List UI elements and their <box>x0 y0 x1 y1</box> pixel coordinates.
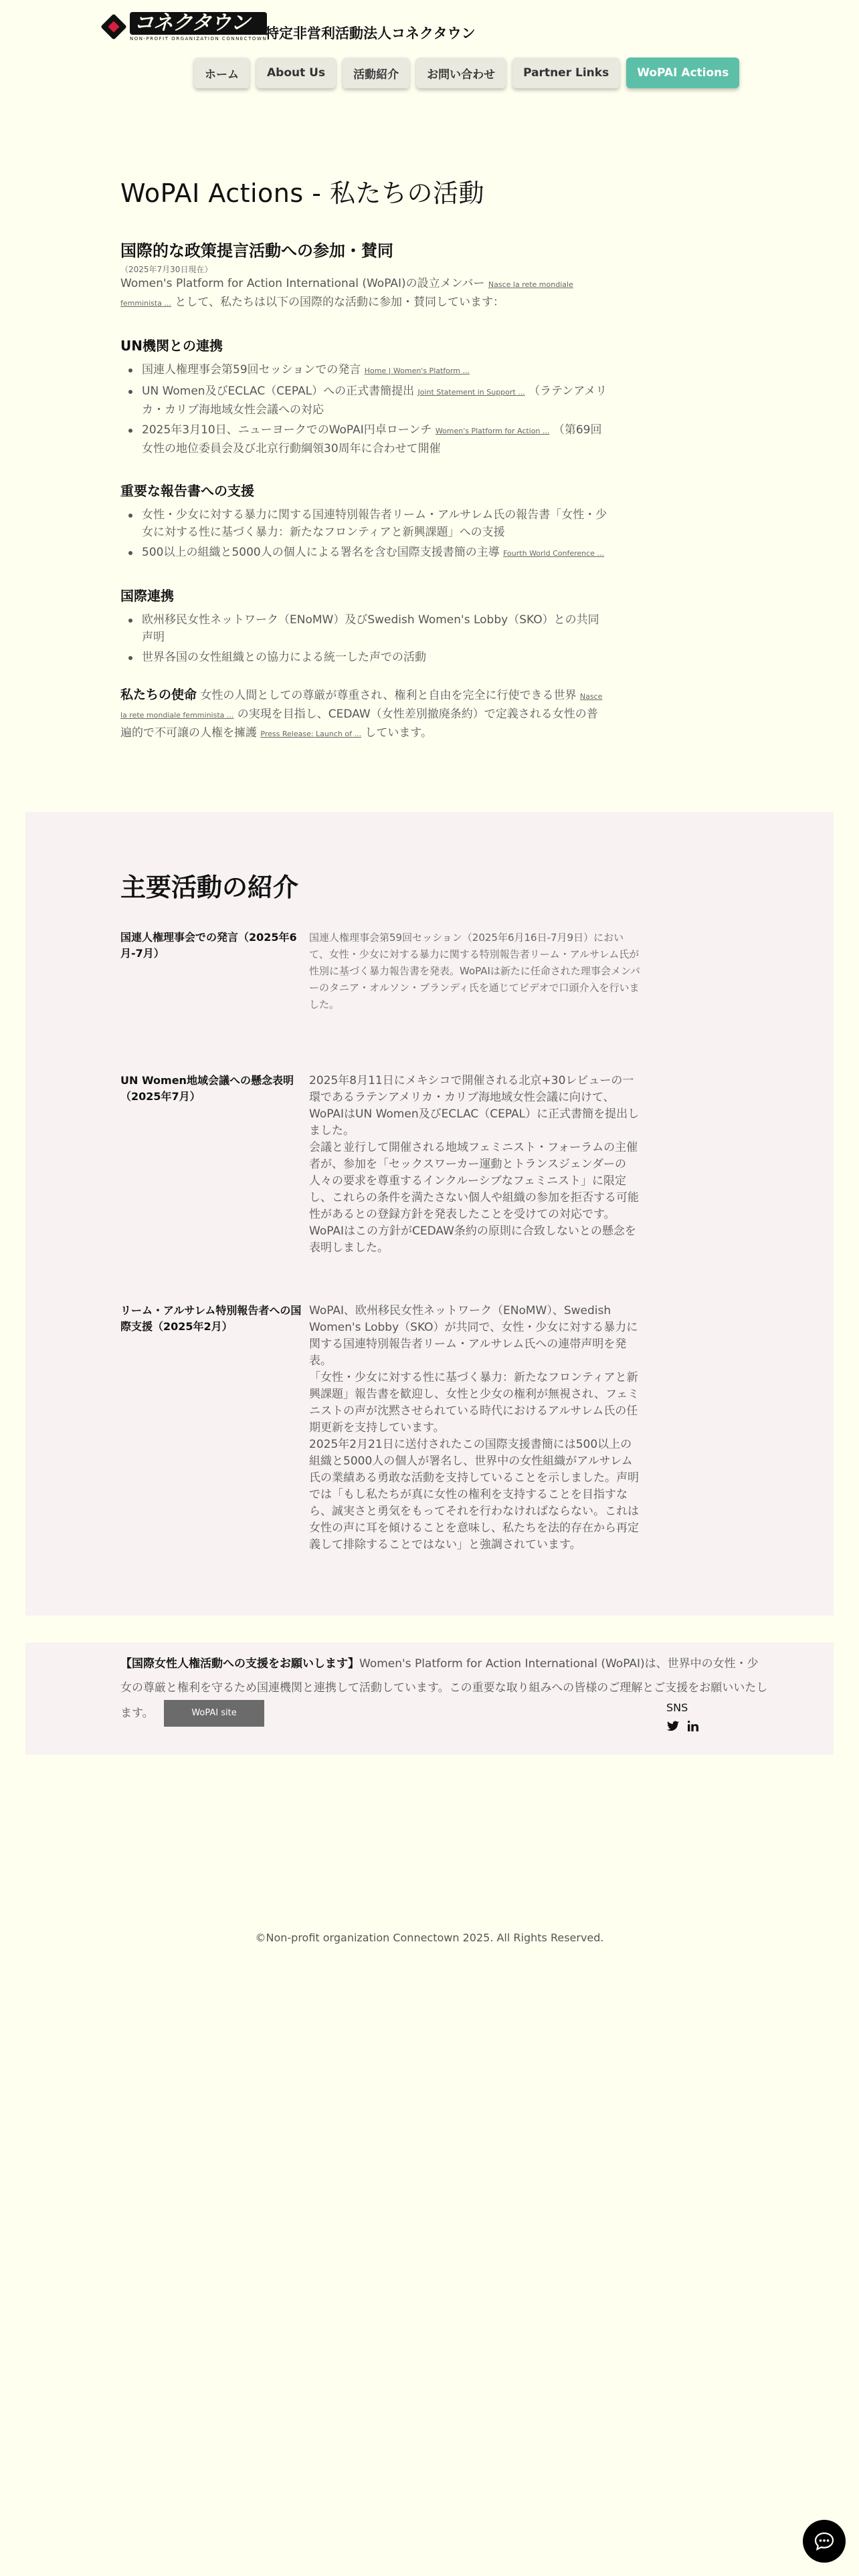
mission-label: 私たちの使命 <box>120 687 197 702</box>
activity-paragraph: 「女性・少女に対する性に基づく暴力：新たなフロンティアと新興課題」報告書を歓迎し、女性と少女の権利が無視され、フェミニストの声が沈黙させられている時代におけるアルサレム氏の任期更新を支持しています。 <box>309 1371 640 1434</box>
as-of-date: （2025年7月30日現在） <box>120 265 213 274</box>
activity-paragraph: 2025年2月21日に送付されたこの国際支援書簡には500以上の組織と5000人の個人が署名し、世界中の女性組織がアルサレム氏の業績ある勇敢な活動を支持していることを示しました。声明では「もし私たちが真に女性の権利を支持することを目指すなら、誠実さと勇気をもってそれを行わなければならない。これは女性の声に耳を傾けることを意味し、私たちを法的存在から再定義して排除することではない」と強調されています。 <box>309 1438 639 1551</box>
activity-paragraph: 会議と並行して開催される地域フェミニスト・フォーラムの主催者が、参加を「セックスワーカー運動とトランスジェンダーの人々の要求を尊重するインクルーシブなフェミニスト」に限定し、これらの条件を満たさない個人や組織の参加を拒否する可能性があるとの登録方針を発表したことを受けての対応です。WoPAIはこの方針がCEDAW条約の原則に合致しないとの懸念を表明しました。 <box>309 1141 639 1255</box>
mission-ref-link-1[interactable]: Nasce la rete mondiale femminista ... <box>120 692 603 720</box>
list-item <box>142 361 609 380</box>
activity-heading: リーム・アルサレム特別報告者への国際支援（2025年2月） <box>120 1304 302 1333</box>
ref-link[interactable]: Fourth World Conference ... <box>503 549 604 558</box>
lead-text-a: Women's Platform for Action International (WoPAI)の設立メンバー <box>120 277 485 290</box>
reports-list <box>120 506 609 562</box>
page-title: WoPAI Actions - 私たちの活動 <box>120 179 485 208</box>
organization-name: 特定非営利活動法人コネクタウン <box>265 25 476 41</box>
intro-section <box>120 173 609 743</box>
list-item-text: UN Women及びECLAC（CEPAL）への正式書簡提出 <box>142 385 415 398</box>
activity-heading: UN Women地域会議への懸念表明（2025年7月） <box>120 1074 294 1103</box>
mission-paragraph <box>120 686 609 743</box>
nav-activities[interactable]: 活動紹介 <box>343 58 409 88</box>
list-item <box>142 544 609 562</box>
sns-block <box>666 1701 700 1733</box>
activity-body <box>309 1073 642 1257</box>
chat-bubble-icon <box>814 2532 834 2551</box>
logo-wordmark: コネクタウン <box>130 12 267 35</box>
nav-wopai-actions[interactable]: WoPAI Actions <box>626 58 739 88</box>
list-item <box>142 611 609 646</box>
list-item-text: 女性・少女に対する暴力に関する国連特別報告者リーム・アルサレム氏の報告書「女性・少女に対する性に基づく暴力：新たなフロンティアと新興課題」への支援 <box>142 508 607 539</box>
support-banner <box>25 1642 834 1755</box>
support-body: Women's Platform for Action International (WoPAI)は、世界中の女性・少女の尊厳と権利を守るため国連機関と連携して活動しています。この重要な取り組みへの皆様のご理解とご支援をお願いいたします。 <box>120 1657 768 1720</box>
un-list <box>120 361 609 457</box>
activity-paragraph: 2025年8月11日にメキシコで開催される北京+30レビューの一環であるラテンアメリカ・カリブ海地域女性会議に向けて、WoPAIはUN Women及びECLAC（CEPAL）に正式書簡を提出しました。 <box>309 1074 640 1138</box>
activities-section <box>25 812 834 1616</box>
list-item-tail: （ラテンアメリカ・カリブ海地域女性会議への対応 <box>142 385 607 417</box>
section-title: 国際的な政策提言活動への参加・賛同 <box>120 241 393 260</box>
logo-mark-icon <box>100 13 127 40</box>
logo-subtitle: NON-PROFIT ORGANIZATION CONNECTOWN <box>130 36 268 41</box>
sns-label: SNS <box>666 1701 688 1714</box>
activity-paragraph: WoPAI、欧州移民女性ネットワーク（ENoMW）、Swedish Women's Lobby（SKO）が共同で、女性・少女に対する暴力に関する国連特別報告者リーム・アルサレム氏への連帯声明を発表。 <box>309 1304 638 1368</box>
mission-ref-link-2[interactable]: Press Release: Launch of ... <box>260 730 361 738</box>
mission-text-c: しています。 <box>365 726 432 740</box>
reports-heading: 重要な報告書への支援 <box>120 483 254 499</box>
ref-link[interactable]: Home | Women's Platform ... <box>364 366 470 375</box>
activity-paragraph: 国連人権理事会第59回セッション（2025年6月16日-7月9日）において、女性・少女に対する暴力に関する特別報告者リーム・アルサレム氏が性別に基づく暴力報告書を発表。WoPAIは新たに任命された理事会メンバーのタニア・オルソン・ブランディ氏を通じてビデオで口頭介入を行いました。 <box>309 932 640 1010</box>
list-item-text: 欧州移民女性ネットワーク（ENoMW）及びSwedish Women's Lobby（SKO）との共同声明 <box>142 613 599 644</box>
ref-link[interactable]: Women's Platform for Action ... <box>435 427 550 435</box>
activity-body <box>309 930 642 1013</box>
mission-text-b: の実現を目指し、CEDAW（女性差別撤廃条約）で定義される女性の普遍的で不可譲の人権を擁護 <box>120 708 598 740</box>
support-bold: 【国際女性人権活動への支援をお願いします】 <box>120 1657 359 1671</box>
activities-title: 主要活動の紹介 <box>120 873 299 902</box>
list-item-text: 国連人権理事会第59回セッションでの発言 <box>142 363 361 377</box>
main-nav <box>194 58 739 88</box>
activity-item <box>120 930 642 1013</box>
chat-button[interactable] <box>803 2520 846 2563</box>
mission-text-a: 女性の人間としての尊厳が尊重され、権利と自由を完全に行使できる世界 <box>200 689 577 702</box>
site-logo[interactable] <box>100 12 267 41</box>
lead-text-b: として、私たちは以下の国際的な活動に参加・賛同しています： <box>175 296 505 309</box>
nav-about-us[interactable]: About Us <box>256 58 336 88</box>
list-item-text: 2025年3月10日、ニューヨークでのWoPAI円卓ローンチ <box>142 423 432 437</box>
activity-item <box>120 1303 642 1553</box>
lead-paragraph <box>120 275 609 312</box>
nav-home[interactable]: ホーム <box>194 58 250 88</box>
list-item <box>142 383 609 419</box>
intl-list <box>120 611 609 666</box>
activity-item <box>120 1073 642 1257</box>
list-item <box>142 506 609 541</box>
activity-body <box>309 1303 642 1553</box>
lead-ref-link[interactable]: Nasce la rete mondiale femminista ... <box>120 280 573 308</box>
list-item-text: 500以上の組織と5000人の個人による署名を含む国際支援書簡の主導 <box>142 546 500 559</box>
nav-contact[interactable]: お問い合わせ <box>416 58 506 88</box>
activity-heading: 国連人権理事会での発言（2025年6月-7月） <box>120 931 297 960</box>
list-item <box>142 421 609 457</box>
list-item <box>142 649 609 666</box>
list-item-tail: （第69回女性の地位委員会及び北京行動綱領30周年に合わせて開催 <box>142 423 602 455</box>
list-item-text: 世界各国の女性組織との協力による統一した声での活動 <box>142 651 426 664</box>
footer-copyright: ©Non-profit organization Connectown 2025. All Rights Reserved. <box>255 1931 604 1944</box>
linkedin-icon[interactable] <box>686 1719 700 1733</box>
ref-link[interactable]: Joint Statement in Support ... <box>417 388 525 397</box>
site-header <box>0 0 859 100</box>
un-heading: UN機関との連携 <box>120 338 223 354</box>
twitter-icon[interactable] <box>666 1719 680 1733</box>
wopai-site-button[interactable]: WoPAI site <box>164 1700 264 1727</box>
nav-partner-links[interactable]: Partner Links <box>512 58 619 88</box>
intl-heading: 国際連携 <box>120 588 174 604</box>
